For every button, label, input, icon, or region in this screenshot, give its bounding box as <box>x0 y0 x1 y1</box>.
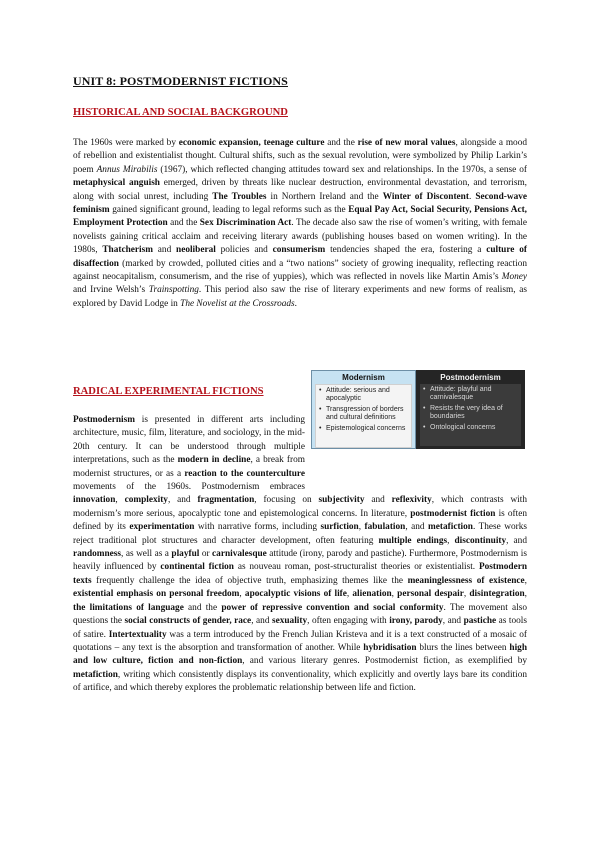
text-run: movements of the 1960s. Postmodernism embraces <box>73 482 305 493</box>
text-run: , writing which consistently displays its conventionality, which explicitly and overtly lays bare its condition of artifice, and which thereby explores the problematic relationship between life and fiction. <box>73 669 527 694</box>
text-run: , and various literary genres. Postmodernist fiction, as exemplified by <box>242 656 528 667</box>
bold-term: The Troubles <box>212 191 267 202</box>
text-run: and <box>364 495 392 506</box>
text-run: . This period also saw the rise of literary experiments and new forms of realism, as explored by David Lodge in <box>73 285 527 309</box>
modernism-list-box <box>315 384 412 448</box>
text-run: and the <box>167 218 200 229</box>
bold-term: reflexivity <box>391 495 432 506</box>
bold-term: power of repressive convention and social conformity <box>221 602 444 613</box>
bold-term: Sex Discrimination Act <box>199 218 292 229</box>
modernism-postmodernism-table <box>311 370 525 449</box>
bold-term: reaction to the counterculture <box>184 468 306 479</box>
text-run: . These works reject traditional plot structures and character development, often featuring <box>73 522 527 546</box>
section-heading-radical: RADICAL EXPERIMENTAL FICTIONS <box>73 386 264 397</box>
modernism-column <box>311 370 416 449</box>
section-heading-historical: HISTORICAL AND SOCIAL BACKGROUND <box>73 107 288 118</box>
unit-title: UNIT 8: POSTMODERNIST FICTIONS <box>73 74 288 88</box>
text-run: (1967), which reflected changing attitudes toward sex and relationships. In the 1970s, a sense of <box>157 164 527 175</box>
bold-term: complexity <box>124 495 168 506</box>
bold-term: multiple endings <box>378 535 448 546</box>
text-run: policies and <box>215 245 273 256</box>
text-run: is presented in different arts including architecture, music, film, literature, and sociology, in the mid-20th century. It can be understood through multiple interpretations, such as the <box>73 415 305 466</box>
text-run: , alongside a mood of rebellion and existentialist thought. Cultural shifts, such as the sexual revolution, were symbolized by Philip Larkin’s poem <box>73 138 527 175</box>
bold-term: Second-wave feminism <box>73 191 527 216</box>
bold-term: fragmentation <box>197 495 255 506</box>
bold-term: pastiche <box>463 616 497 627</box>
text-run: , and <box>405 522 429 533</box>
text-run: , <box>346 589 353 600</box>
bold-term: consumerism <box>272 245 326 256</box>
text-run: , <box>358 522 365 533</box>
text-run: and <box>152 245 177 256</box>
bold-term: modern in decline <box>177 455 251 466</box>
bold-term: Intertextuality <box>108 629 167 640</box>
bold-term: postmodernist fiction <box>410 508 496 519</box>
bold-term: neoliberal <box>176 245 216 256</box>
bold-term: economic expansion, teenage culture <box>178 138 325 148</box>
bold-term: apocalyptic visions of life <box>244 589 347 600</box>
text-run: , <box>115 495 125 506</box>
postmodernism-heading: Postmodernism <box>440 373 501 382</box>
bold-term: culture of disaffection <box>73 245 527 269</box>
text-run: . The decade also saw the rise of women’s writing, with female novelists gaining critical acclaim and receiving literary awards (publishing houses based on women writing). In the 1980s, <box>73 218 527 256</box>
modernism-heading: Modernism <box>342 373 385 382</box>
bold-term: fabulation <box>364 522 406 533</box>
bold-term: metafiction <box>73 669 118 680</box>
text-run: with narrative forms, including <box>194 522 321 533</box>
text-run: , <box>391 589 398 600</box>
text-run: , <box>524 589 527 600</box>
bold-term: Equal Pay Act, Social Security, Pensions Act, Employment Protection <box>73 205 527 229</box>
bold-term: metaphysical anguish <box>73 178 160 189</box>
list-item: • Attitude: playful and carnivalesque <box>430 386 519 402</box>
list-item: • Attitude: serious and apocalyptic <box>326 387 409 403</box>
text-run: as tools of satire. <box>73 616 527 640</box>
text-run: gained significant ground, leading to legal reforms such as the <box>109 205 349 216</box>
text-run: and the <box>183 602 222 613</box>
list-item: • Epistemological concerns <box>326 425 409 433</box>
bold-term: discontinuity <box>454 535 507 546</box>
bold-term: existential emphasis on personal freedom <box>73 589 240 600</box>
text-run: , <box>239 589 245 600</box>
bold-term: Thatcherism <box>102 245 153 256</box>
bold-term: subjectivity <box>318 495 365 506</box>
bold-term: carnivalesque <box>212 549 267 560</box>
list-item: • Transgression of borders and cultural definitions <box>326 406 409 422</box>
italic-title: Trainspotting <box>148 285 199 296</box>
bold-term: playful <box>171 549 200 560</box>
text-run: attitude (irony, parody and pastiche). Furthermore, Postmodernism is heavily influenced by <box>73 549 527 573</box>
text-run: or <box>199 549 213 560</box>
text-run: , <box>463 589 470 600</box>
text-run: , often engaging with <box>307 616 390 627</box>
text-run: The 1960s were marked by <box>73 138 179 148</box>
bold-term: the limitations of language <box>73 602 184 613</box>
bold-term: irony, parody <box>389 616 443 627</box>
postmodernism-column <box>416 370 525 449</box>
text-run: is often defined by its <box>73 508 527 533</box>
text-run: , a break from modernist structures, or as a <box>73 455 305 479</box>
bold-term: continental fiction <box>160 562 234 573</box>
text-run: , focusing on <box>254 495 319 506</box>
bold-term: sexuality <box>271 616 308 627</box>
text-run: , and <box>251 616 272 627</box>
bold-term: personal despair <box>397 589 464 600</box>
text-run: was a term introduced by the French Julian Kristeva and it is a text constructed of a mosaic of quotations – any text is the absorption and transformation of another. While <box>73 629 527 653</box>
text-run: , as well as a <box>121 549 172 560</box>
bold-term: hybridisation <box>363 642 417 653</box>
text-run: as nouveau roman, post-structuralist theories or existentialist. <box>233 562 479 573</box>
bold-term: Winter of Discontent <box>382 191 469 202</box>
text-run: in Northern Ireland and the <box>266 191 383 202</box>
bold-term: innovation <box>73 495 116 506</box>
text-run: , which contrasts with modernism’s more serious, apocalyptic tone and epistemological concerns. In literature, <box>73 495 527 519</box>
paragraph-historical <box>73 137 527 311</box>
bold-term: meaninglessness of existence <box>407 575 525 586</box>
bold-term: randomness <box>73 549 122 560</box>
bold-term: disintegration <box>469 589 525 600</box>
bold-term: alienation <box>352 589 392 600</box>
text-run: frequently challenge the idea of objective truth, emphasizing themes like the <box>91 575 408 586</box>
paragraph-radical <box>73 414 527 696</box>
text-run: . <box>468 191 476 202</box>
italic-title: Annus Mirabilis <box>96 164 158 175</box>
bold-term: experimentation <box>129 522 195 533</box>
italic-title: Money <box>501 272 527 283</box>
bold-term: surfiction <box>320 522 359 533</box>
bold-term: rise of new moral values <box>357 138 456 148</box>
modernism-list <box>316 385 411 433</box>
text-run: blurs the lines between <box>416 642 510 653</box>
text-run: . The movement also questions the <box>73 602 527 627</box>
italic-title: The Novelist at the Crossroads <box>180 298 295 309</box>
list-item: • Ontological concerns <box>430 424 519 432</box>
text-run: and the <box>324 138 358 148</box>
text-run: , and <box>506 535 527 546</box>
text-run: and Irvine Welsh’s <box>73 285 149 296</box>
text-run: , <box>524 575 527 586</box>
bold-term: high and low culture, fiction and non-fiction <box>73 642 527 667</box>
text-run: emerged, driven by threats like nuclear destruction, environmental devastation, and terrorism, along with social unrest, including <box>73 178 527 202</box>
list-item: • Resists the very idea of boundaries <box>430 405 519 421</box>
text-run: (marked by crowded, polluted cities and a “two nations” society of growing inequality, reflecting reaction against neocapitalism, consumerism, and the rise of yuppies), which was reflected in novels like Martin Amis’s <box>73 258 527 283</box>
bold-term: metafiction <box>428 522 473 533</box>
text-run: , <box>447 535 455 546</box>
text-run: . <box>294 298 297 309</box>
postmodernism-list-box <box>420 384 521 446</box>
text-run: , and <box>167 495 198 506</box>
postmodernism-list <box>420 384 521 432</box>
bold-term: Postmodern texts <box>73 562 528 586</box>
text-run: , and <box>442 616 464 627</box>
bold-term: social constructs of gender, race <box>124 616 252 627</box>
text-run: tendencies shaped the era, fostering a <box>325 245 487 256</box>
bold-term: Postmodernism <box>73 415 135 425</box>
